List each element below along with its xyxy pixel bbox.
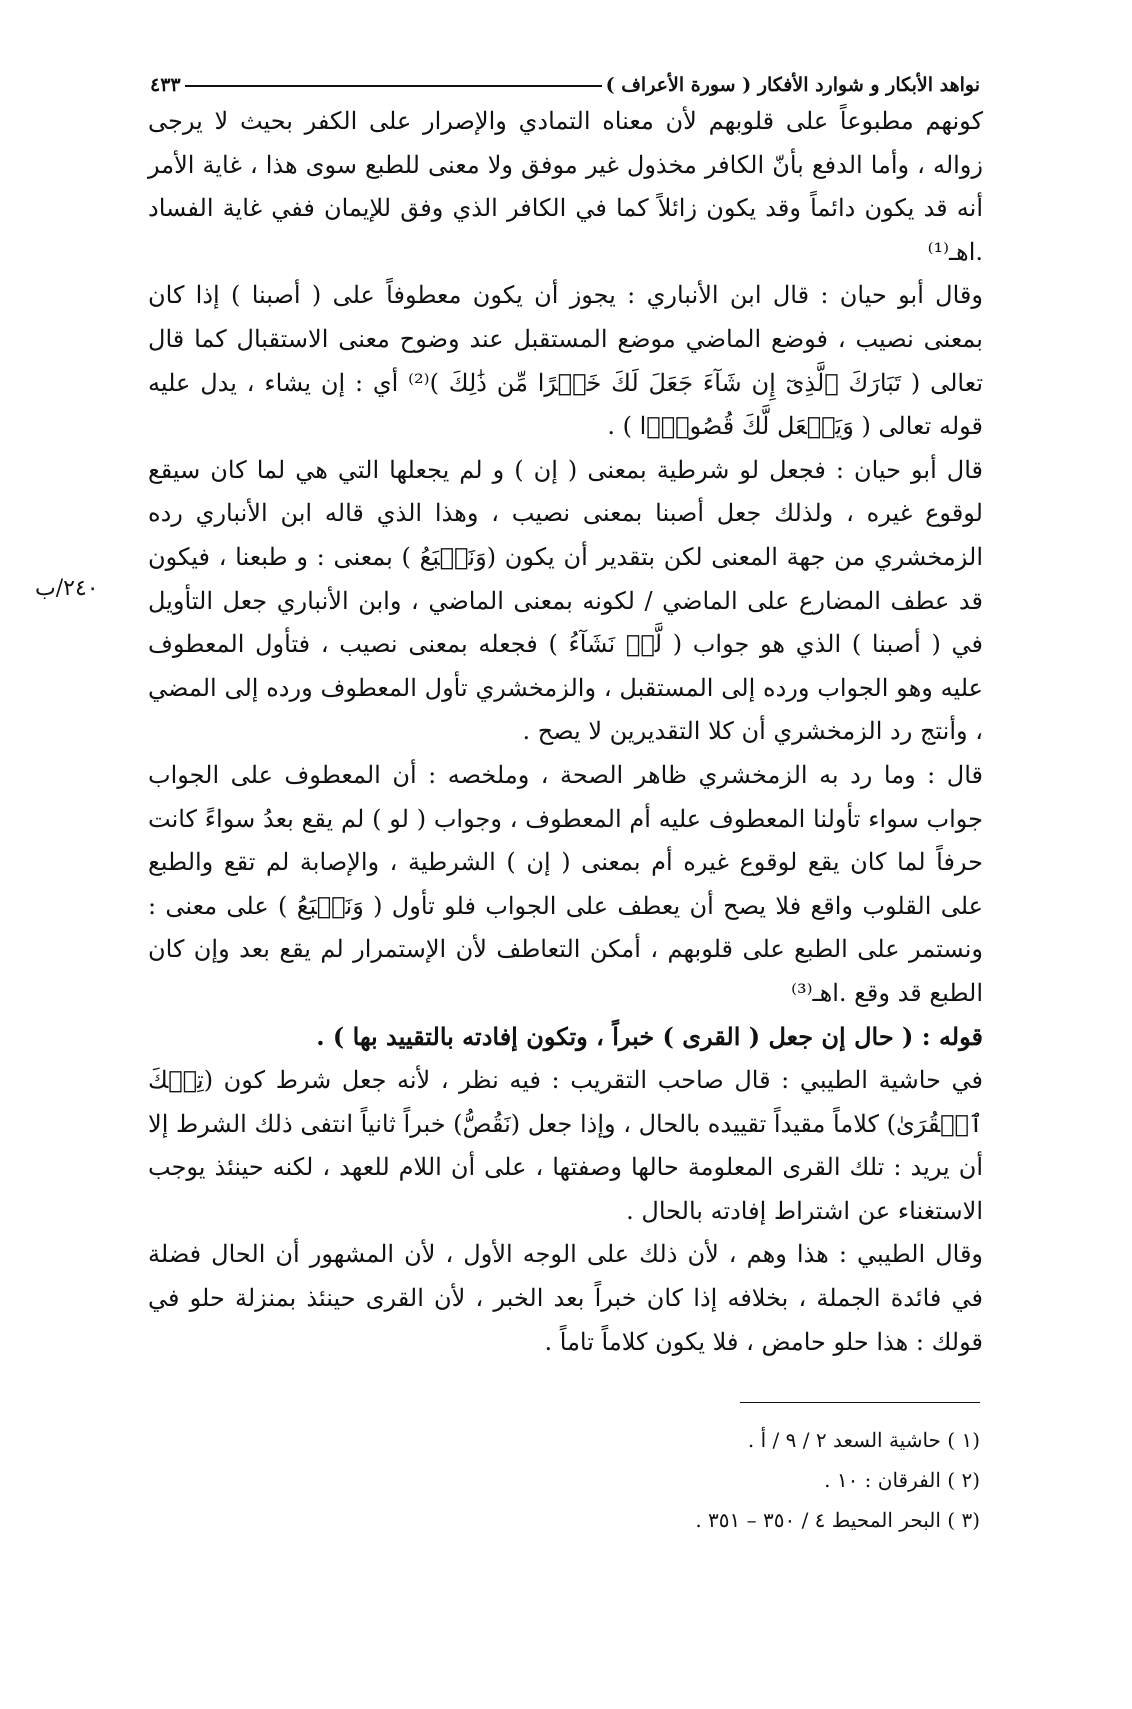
paragraph-5: في حاشية الطيبي : قال صاحب التقريب : فيه نظر ، لأنه جعل شرط كون (تِلۡكَ ٱلۡقُرَىٰ) كلاماً مقيداً تقييده بالحال ، وإذا جعل (نَقُصُّ) خبراً ثانياً انتفى ذلك الشرط إلا أن يريد : تلك القرى المعلومة حالها وصفتها ، على أن اللام للعهد ، لكنه حينئذ يوجب الاستغناء عن اشتراط إفادته بالحال . — [148, 1066, 983, 1225]
book-title: نواهد الأبكار و شوارد الأفكار ( سورة الأعراف ) — [605, 74, 980, 96]
page-number: ٤٣٣ — [150, 74, 181, 96]
paragraph-4: قال : وما رد به الزمخشري ظاهر الصحة ، وملخصه : أن المعطوف على الجواب جواب سواء تأولنا المعطوف عليه أم المعطوف ، وجواب ( لو ) لم يقع بعدُ سواءً كانت حرفاً لما كان يقع لوقوع غيره أم بمعنى ( إن ) الشرطية ، والإصابة لم تقع والطبع على القلوب واقع فلا يصح أن يعطف على الجواب فلو تأول ( وَنَطۡبَعُ ) على معنى : ونستمر على الطبع على قلوبهم ، أمكن التعاطف لأن الإستمرار لم يقع بعد وإن كان الطبع قد وقع .اهـ⁽³⁾ — [148, 760, 984, 1007]
manuscript-folio-note: ٢٤٠/ب — [35, 576, 99, 601]
running-header — [150, 62, 980, 96]
footnote-1: (١ ) حاشية السعد ٢ / ٩ / أ . — [747, 1428, 980, 1452]
main-text — [148, 100, 983, 1364]
paragraph-1: كونهم مطبوعاً على قلوبهم لأن معناه التمادي والإصرار على الكفر بحيث لا يرجى زواله ، وأما الدفع بأنّ الكافر مخذول غير موفق ولا معنى للطبع سوى هذا ، غاية الأمر أنه قد يكون دائماً وقد يكون زائلاً كما في الكافر الذي وفق للإيمان ففي غاية الفساد .اهـ⁽¹⁾ — [148, 107, 983, 266]
footnote-2: (٢ ) الفرقان : ١٠ . — [824, 1468, 980, 1492]
footnote-separator — [740, 1402, 980, 1403]
footnotes — [600, 1420, 980, 1540]
paragraph-2: وقال أبو حيان : قال ابن الأنباري : يجوز أن يكون معطوفاً على ( أصبنا ) إذا كان بمعنى نصيب ، فوضع الماضي موضع المستقبل عند وضوح معنى الاستقبال كما قال تعالى ( تَبَارَكَ ٱلَّذِىٓ إِن شَآءَ جَعَلَ لَكَ خَيۡرًا مِّن ذَٰلِكَ )⁽²⁾ أي : إن يشاء ، يدل عليه قوله تعالى ( وَيَجۡعَل لَّكَ قُصُورًۢا ) . — [148, 281, 983, 441]
header-rule — [185, 85, 602, 87]
footnote-3: (٣ ) البحر المحيط ٤ / ٣٥٠ – ٣٥١ . — [695, 1508, 980, 1532]
paragraph-6: وقال الطيبي : هذا وهم ، لأن ذلك على الوجه الأول ، لأن المشهور أن الحال فضلة في فائدة الجملة ، بخلافه إذا كان خبراً بعد الخبر ، لأن القرى حينئذ بمنزلة حلو في قولك : هذا حلو حامض ، فلا يكون كلاماً تاماً . — [148, 1240, 983, 1356]
section-heading: قوله : ( حال إن جعل ( القرى ) خبراً ، وتكون إفادته بالتقييد بها ) . — [316, 1022, 983, 1052]
paragraph-3: قال أبو حيان : فجعل لو شرطية بمعنى ( إن ) و لم يجعلها التي هي لما كان سيقع لوقوع غيره ، ولذلك جعل أصبنا بمعنى نصيب ، وهذا الذي قاله ابن الأنباري رده الزمخشري من جهة المعنى لكن بتقدير أن يكون (وَنَطۡبَعُ ) بمعنى : و طبعنا ، فيكون قد عطف المضارع على الماضي / لكونه بمعنى الماضي ، وابن الأنباري جعل التأويل في ( أصبنا ) الذي هو جواب ( لَّوۡ نَشَآءُ ) فجعله بمعنى نصيب ، فتأول المعطوف عليه وهو الجواب ورده إلى المستقبل ، والزمخشري تأول المعطوف ورده إلى المضي ، وأنتج رد الزمخشري أن كلا التقديرين لا يصح . — [148, 455, 983, 746]
